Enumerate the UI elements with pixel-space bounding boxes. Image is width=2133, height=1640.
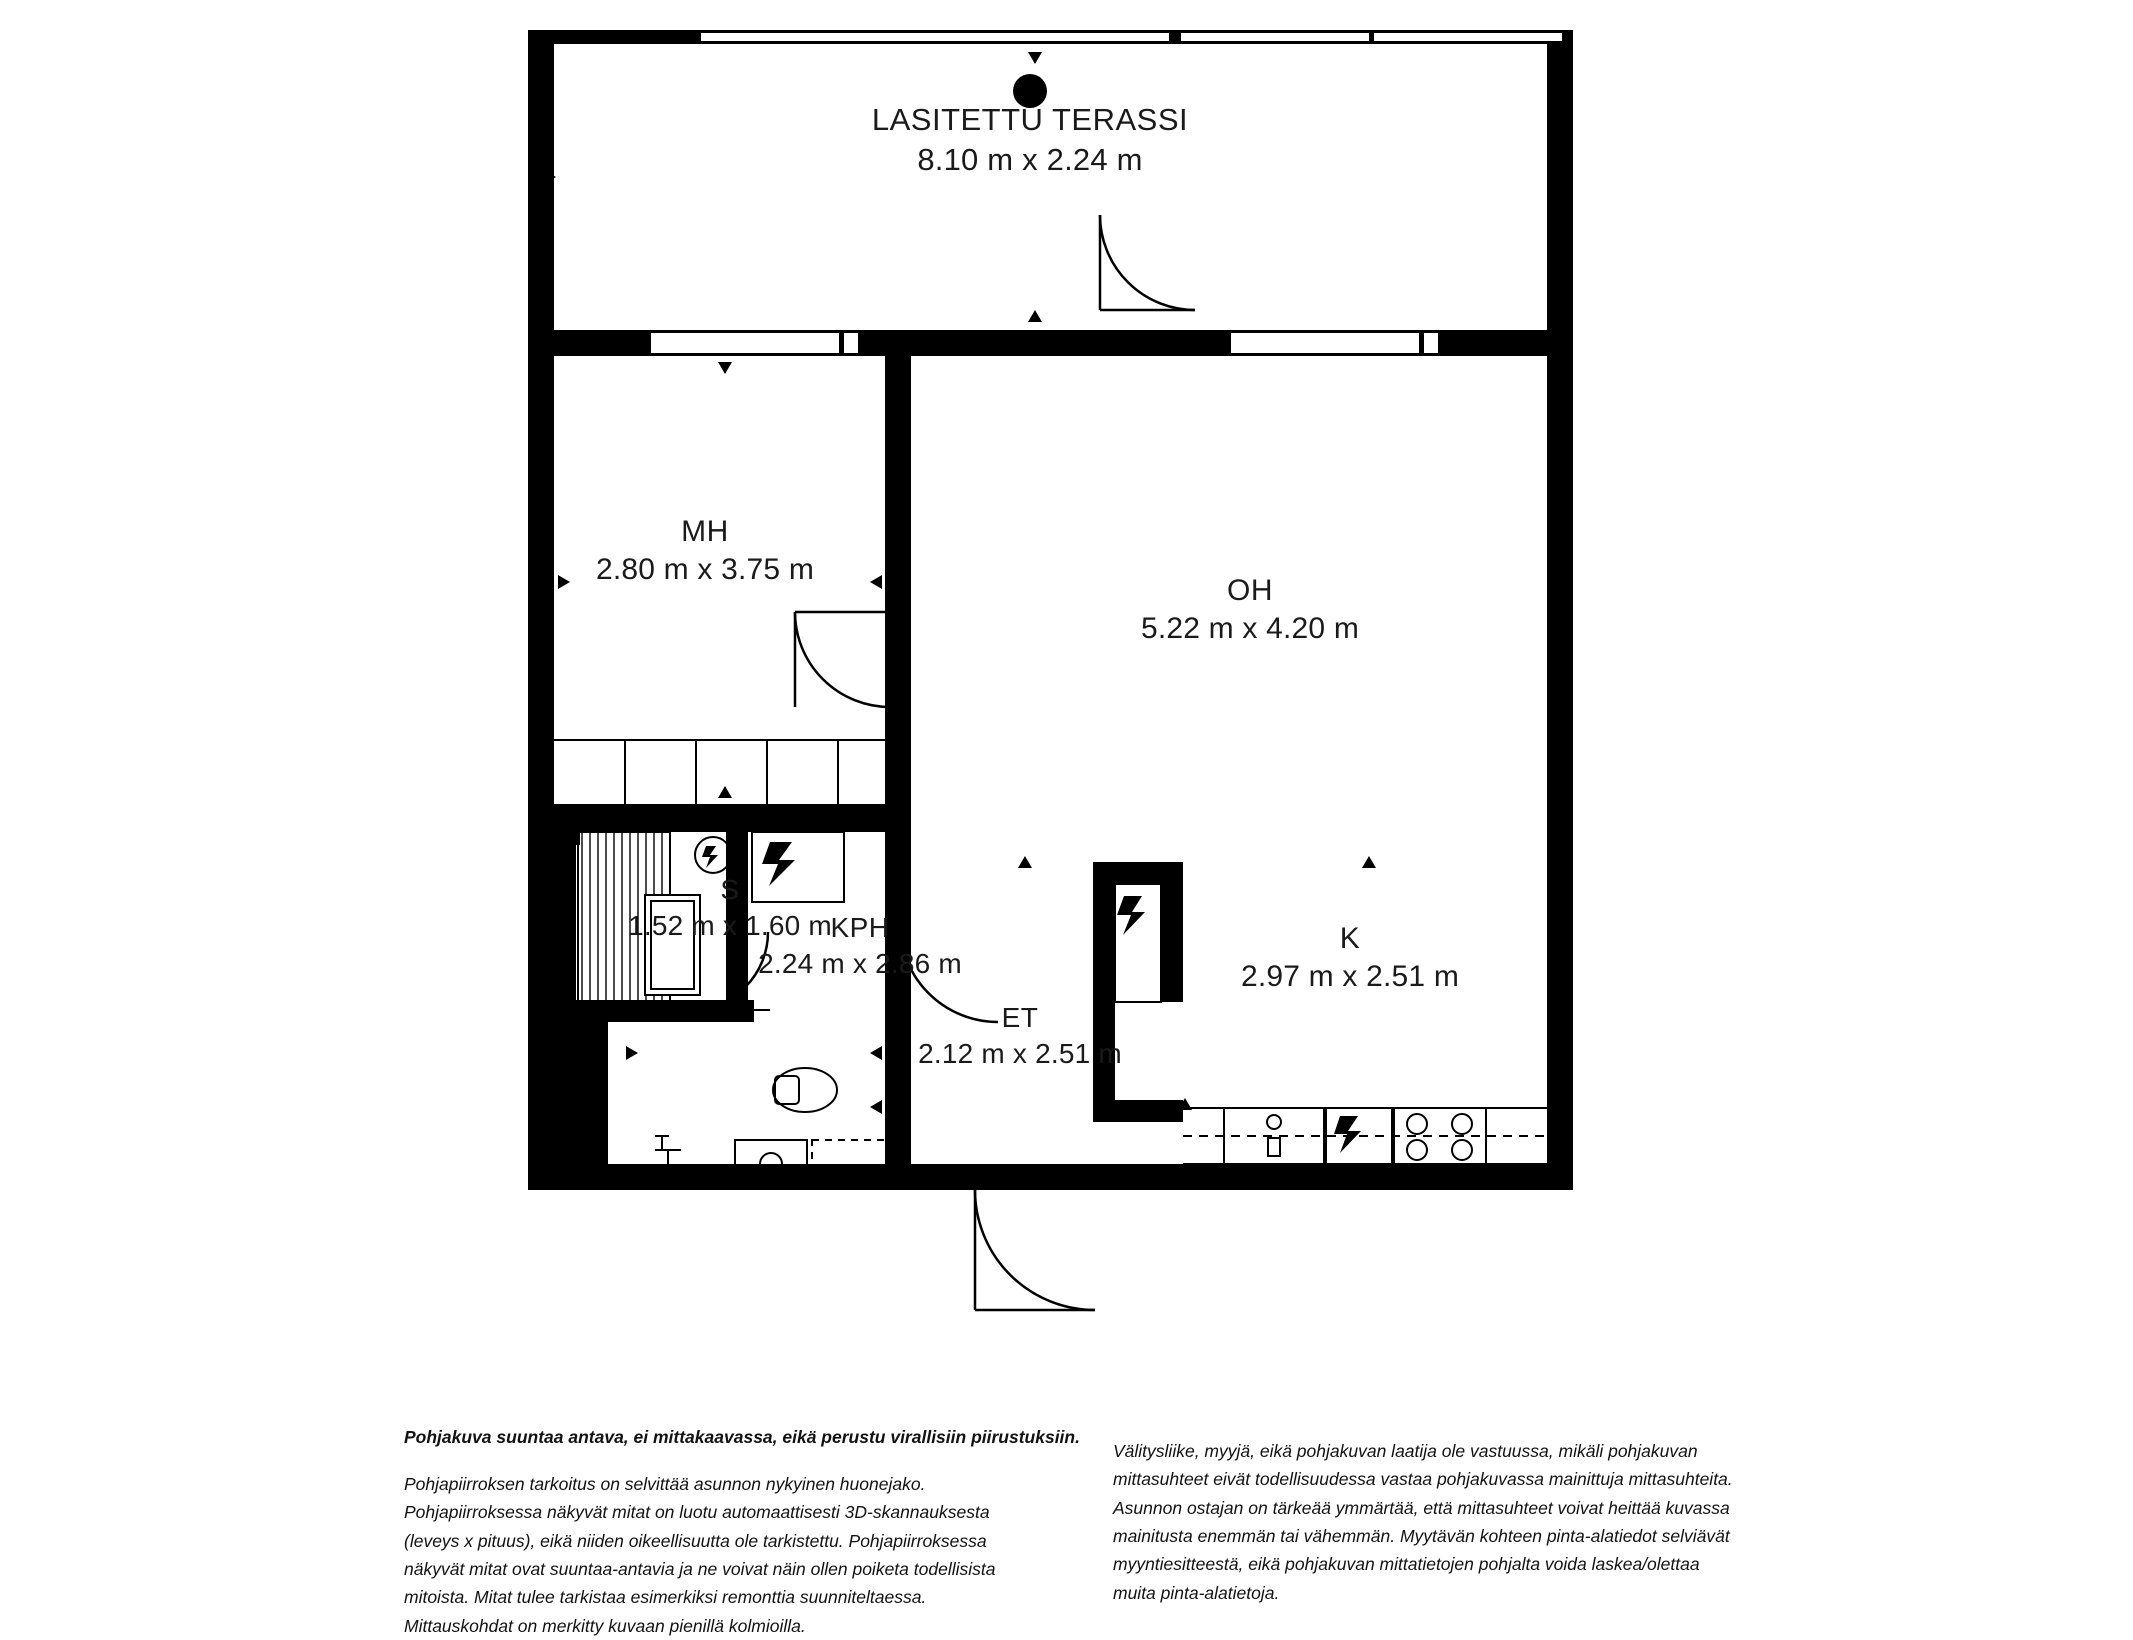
scan-point-marker — [1013, 74, 1047, 108]
disclaimer-right-paragraph: Välitysliike, myyjä, eikä pohjakuvan laatija ole vastuussa, mikäli pohjakuvan mittasuhteet eivät todellisuudessa vastaa pohjakuvassa mainittuja mittasuhteita. Asunnon ostajan on tärkeää ymmärtää, että mittasuhteet voivat heittää kuvassa mainitusta enemmän tai vähemmän. Myytävän kohteen pinta-alatiedot selviävät myyntiesitteestä, eikä pohjakuvan mittatietojen pohjalta voida laskea/olettaa muita pinta-alatietoja. — [1113, 1441, 1733, 1603]
windows — [650, 32, 1563, 354]
room-name-kitchen: K — [1339, 922, 1361, 955]
room-dims-hall: 2.12 m x 2.51 m — [918, 1037, 1122, 1069]
room-dims-living: 5.22 m x 4.20 m — [1140, 612, 1360, 646]
room-dims-terrace: 8.10 m x 2.24 m — [917, 141, 1143, 177]
door-swings — [690, 215, 1195, 1310]
disclaimer-heading: Pohjakuva suuntaa antava, ei mittakaavassa, eikä perustu virallisiin piirustuksiin. — [404, 1427, 1080, 1447]
room-name-living: OH — [1227, 574, 1273, 607]
room-dims-bathroom: 2.24 m x 2.86 m — [758, 947, 962, 979]
room-name-bedroom: MH — [681, 515, 729, 548]
room-name-bathroom: KPH — [830, 912, 890, 943]
walls — [528, 30, 1573, 1190]
room-name-sauna: S — [720, 874, 740, 905]
room-dims-kitchen: 2.97 m x 2.51 m — [1240, 960, 1460, 994]
room-dims-bedroom: 2.80 m x 3.75 m — [595, 553, 815, 587]
disclaimer-left-paragraph: Pohjapiirroksen tarkoitus on selvittää asunnon nykyinen huonejako. Pohjapiirroksessa näkyvät mitat on luotu automaattisesti 3D-skannauksesta (leveys x pituus), eikä niiden oikeellisuutta ole tarkistettu. Pohjapiirroksessa näkyvät mitat ovat suuntaa-antavia ja ne voivat näin ollen poiketa todellisista mitoista. Mitat tulee tarkistaa esimerkiksi remonttia suunniteltaessa. Mittauskohdat on merkitty kuvaan pienillä kolmioilla. — [404, 1474, 996, 1636]
room-dims-sauna: 1.52 m x 1.60 m — [628, 909, 832, 941]
room-name-hall: ET — [1001, 1002, 1039, 1033]
room-name-terrace: LASITETTU TERASSI — [871, 102, 1189, 137]
